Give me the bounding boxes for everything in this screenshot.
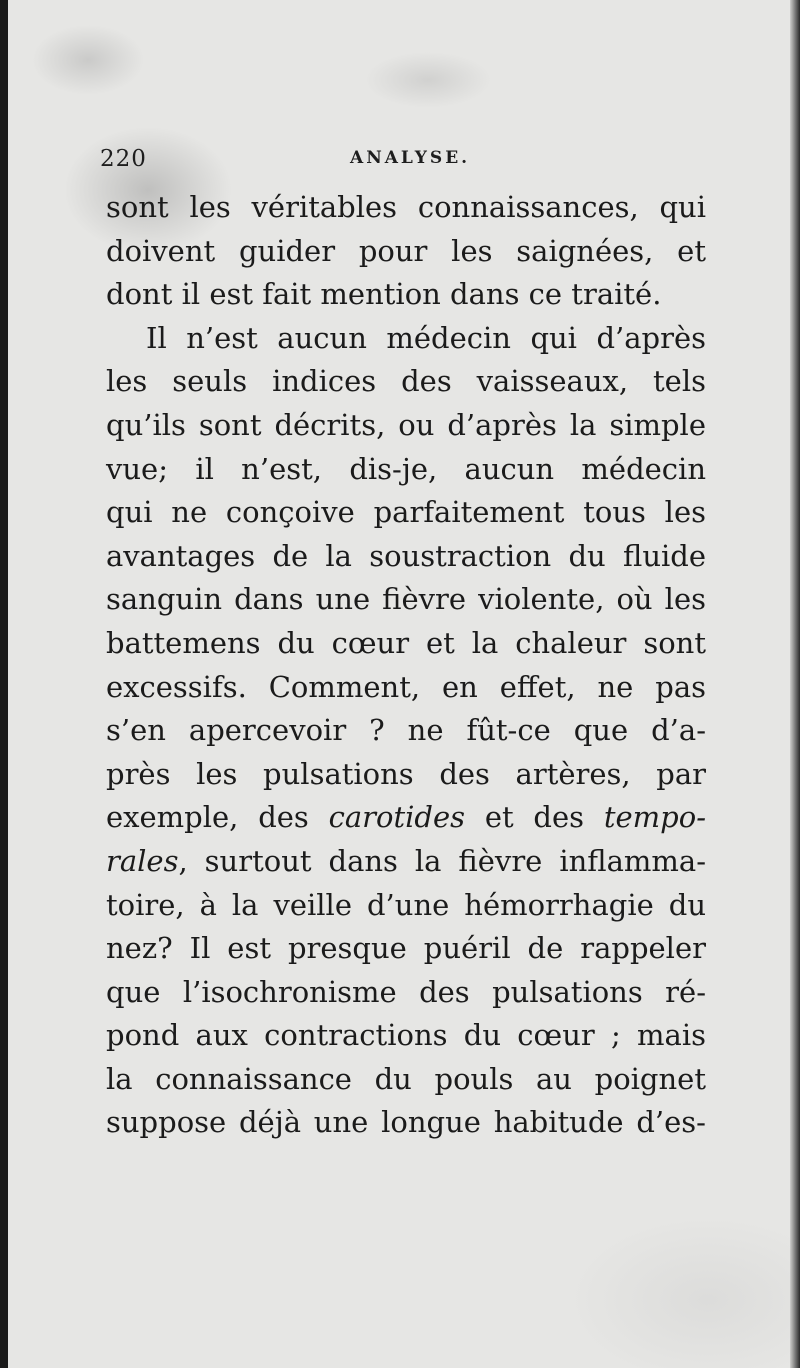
text-line: les seuls indices des vaisseaux, tels bbox=[106, 364, 706, 399]
text-line: la connaissance du pouls au poignet bbox=[106, 1061, 706, 1096]
text-run: , surtout dans la fièvre inflamma- bbox=[178, 843, 706, 878]
page-header bbox=[100, 144, 710, 178]
text-line: qui ne conçoive parfaitement tous les bbox=[106, 495, 706, 530]
text-run: exemple, des bbox=[106, 800, 329, 835]
text-line: dont il est fait mention dans ce traité. bbox=[106, 277, 662, 312]
text-line: vue; il n’est, dis-je, aucun médecin bbox=[106, 451, 706, 486]
body-text bbox=[106, 186, 706, 1145]
text-line: que l’isochronisme des pulsations ré- bbox=[106, 974, 706, 1009]
text-line: pond aux contractions du cœur ; mais bbox=[106, 1018, 706, 1053]
text-line: sanguin dans une fièvre violente, où les bbox=[106, 582, 706, 617]
text-line-with-italics bbox=[106, 796, 706, 840]
running-head: ANALYSE. bbox=[350, 148, 471, 168]
page-number: 220 bbox=[100, 146, 147, 172]
book-page bbox=[8, 0, 800, 1368]
text-line: battemens du cœur et la chaleur sont bbox=[106, 625, 706, 660]
italic-term-temporales: rales bbox=[106, 843, 179, 878]
text-line: avantages de la soustraction du fluide bbox=[106, 538, 706, 573]
text-line: excessifs. Comment, en effet, ne pas bbox=[106, 669, 706, 704]
text-line: suppose déjà une longue habitude d’es- bbox=[106, 1105, 706, 1140]
text-line: s’en apercevoir ? ne fût-ce que d’a- bbox=[106, 713, 706, 748]
text-line-with-italics bbox=[106, 840, 706, 884]
text-line: doivent guider pour les saignées, et bbox=[106, 233, 706, 268]
italic-term-carotides: carotides bbox=[328, 800, 466, 835]
text-line: toire, à la veille d’une hémorrhagie du bbox=[106, 887, 706, 922]
text-line: nez? Il est presque puéril de rappeler bbox=[106, 931, 706, 966]
paragraph-first-line: Il n’est aucun médecin qui d’après bbox=[146, 320, 706, 355]
page-edge-shadow bbox=[790, 0, 800, 1368]
text-line: près les pulsations des artères, par bbox=[106, 756, 706, 791]
text-line: sont les véritables connaissances, qui bbox=[106, 190, 706, 224]
italic-term-temporales: tempo- bbox=[603, 800, 706, 835]
text-run: et des bbox=[465, 800, 604, 835]
text-line: qu’ils sont décrits, ou d’après la simple bbox=[106, 407, 706, 442]
